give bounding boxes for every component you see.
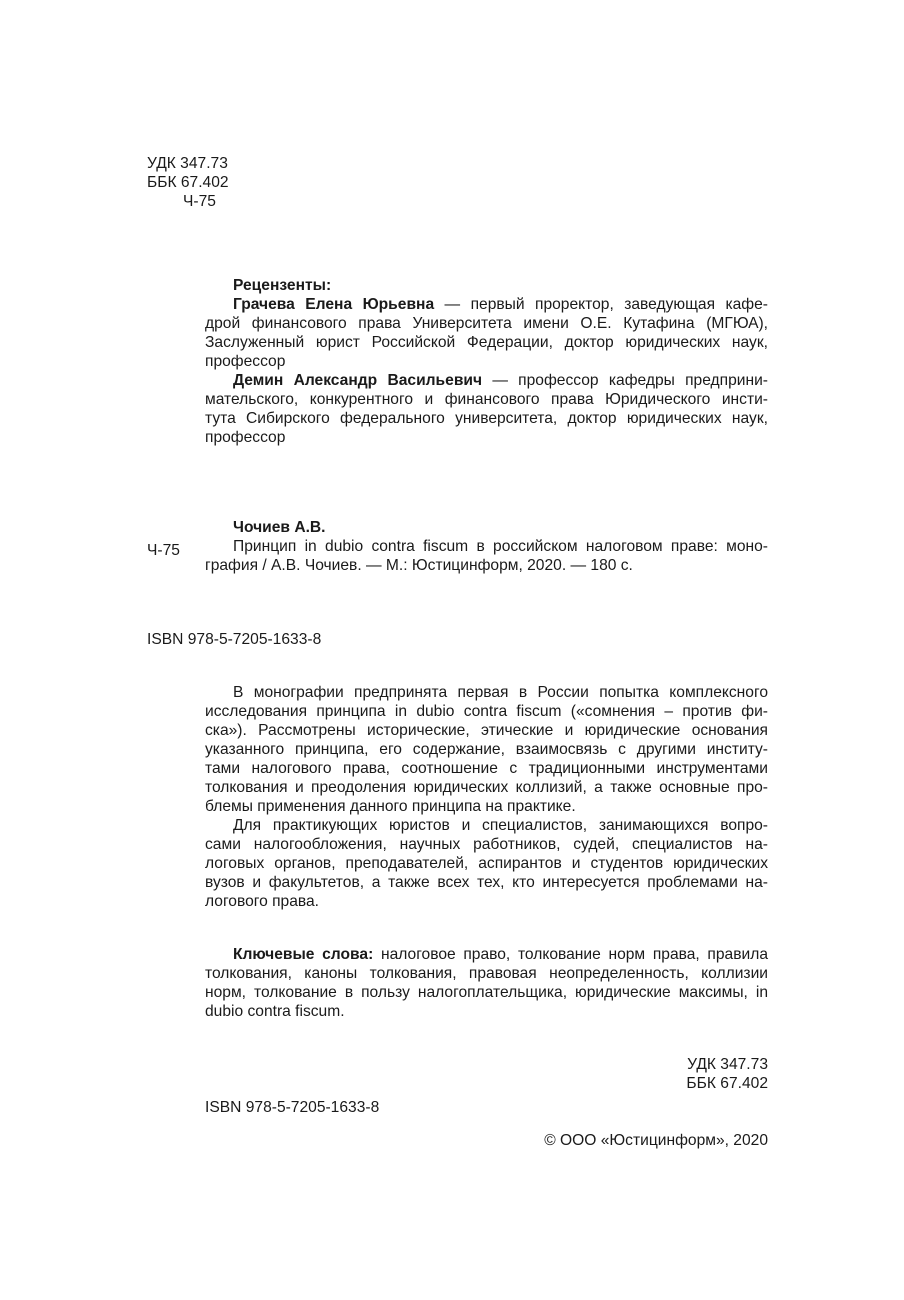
keywords-line: dubio contra fiscum.	[205, 1003, 345, 1020]
keywords-label: Ключевые слова:	[233, 946, 374, 963]
keywords-line: налоговое право, толкование норм права, правила	[373, 946, 768, 963]
annotation-line: ска»). Рассмотрены исторические, этические и юридические основания	[205, 722, 768, 739]
footer-codes	[568, 1055, 768, 1093]
annotation-block	[205, 683, 768, 911]
annotation-line: тами налогового права, соотношение с традиционными инструментами	[205, 760, 768, 777]
annotation-line: указанного принципа, его содержание, взаимосвязь с другими институ-	[205, 741, 768, 758]
copyright: © ООО «Юстицинформ», 2020	[544, 1132, 768, 1149]
reviewer-2-line: — профессор кафедры предприни-	[482, 372, 768, 389]
bib-line-1: Принцип in dubio contra fiscum в российском налоговом праве: моно-	[233, 538, 768, 555]
reviewer-1-line: Заслуженный юрист Российской Федерации, доктор юридических наук,	[205, 334, 768, 351]
classification-block	[147, 154, 347, 211]
bbk-code: ББК 67.402	[147, 174, 229, 191]
reviewer-2-name: Демин Александр Васильевич	[233, 372, 483, 389]
annotation-line: В монографии предпринята первая в России попытка комплексного	[233, 684, 768, 701]
reviewer-1	[205, 295, 768, 371]
annotation-line: логового права.	[205, 893, 319, 910]
footer-isbn: ISBN 978-5-7205-1633-8	[205, 1099, 380, 1116]
bib-description	[205, 537, 768, 575]
reviewer-1-line: дрой финансового права Университета имени О.Е. Кутафина (МГЮА),	[205, 315, 768, 332]
isbn-top: ISBN 978-5-7205-1633-8	[147, 631, 322, 648]
reviewer-1-line: — первый проректор, заведующая кафе-	[434, 296, 769, 313]
bib-mark: Ч-75	[147, 542, 180, 559]
annotation-line: блемы применения данного принципа на практике.	[205, 798, 576, 815]
bib-line-2: графия / А.В. Чочиев. — М.: Юстицинформ, 2020. — 180 с.	[205, 557, 633, 574]
keywords-line: норм, толкование в пользу налогоплательщика, юридические максимы, in	[205, 984, 768, 1001]
reviewer-2	[205, 371, 768, 447]
keywords-line: толкования, каноны толкования, правовая неопределенность, коллизии	[205, 965, 768, 982]
annotation-line: логовых органов, преподавателей, аспирантов и студентов юридических	[205, 855, 768, 872]
reviewers-block	[205, 276, 768, 447]
annotation-line: вузов и факультетов, а также всех тех, кто интересуется проблемами на-	[205, 874, 768, 891]
keywords-block	[205, 945, 768, 1021]
reviewer-2-line: мательского, конкурентного и финансового права Юридического инсти-	[205, 391, 768, 408]
bib-author: Чочиев А.В.	[233, 519, 326, 536]
reviewer-1-line: профессор	[205, 353, 286, 370]
annotation-line: сами налогообложения, научных работников, судей, специалистов на-	[205, 836, 768, 853]
reviewer-1-name: Грачева Елена Юрьевна	[233, 296, 435, 313]
annotation-line: Для практикующих юристов и специалистов, занимающихся вопро-	[233, 817, 768, 834]
reviewer-2-line: тута Сибирского федерального университета, доктор юридических наук,	[205, 410, 768, 427]
udk-code: УДК 347.73	[147, 155, 228, 172]
author-mark: Ч-75	[183, 193, 216, 210]
reviewer-2-line: профессор	[205, 429, 286, 446]
footer-bbk: ББК 67.402	[686, 1075, 768, 1092]
annotation-line: исследования принципа in dubio contra fiscum («сомнения – против фи-	[205, 703, 768, 720]
footer-udk: УДК 347.73	[687, 1056, 768, 1073]
reviewers-heading: Рецензенты:	[233, 277, 332, 294]
annotation-line: толкования и преодоления юридических коллизий, а также основные про-	[205, 779, 768, 796]
